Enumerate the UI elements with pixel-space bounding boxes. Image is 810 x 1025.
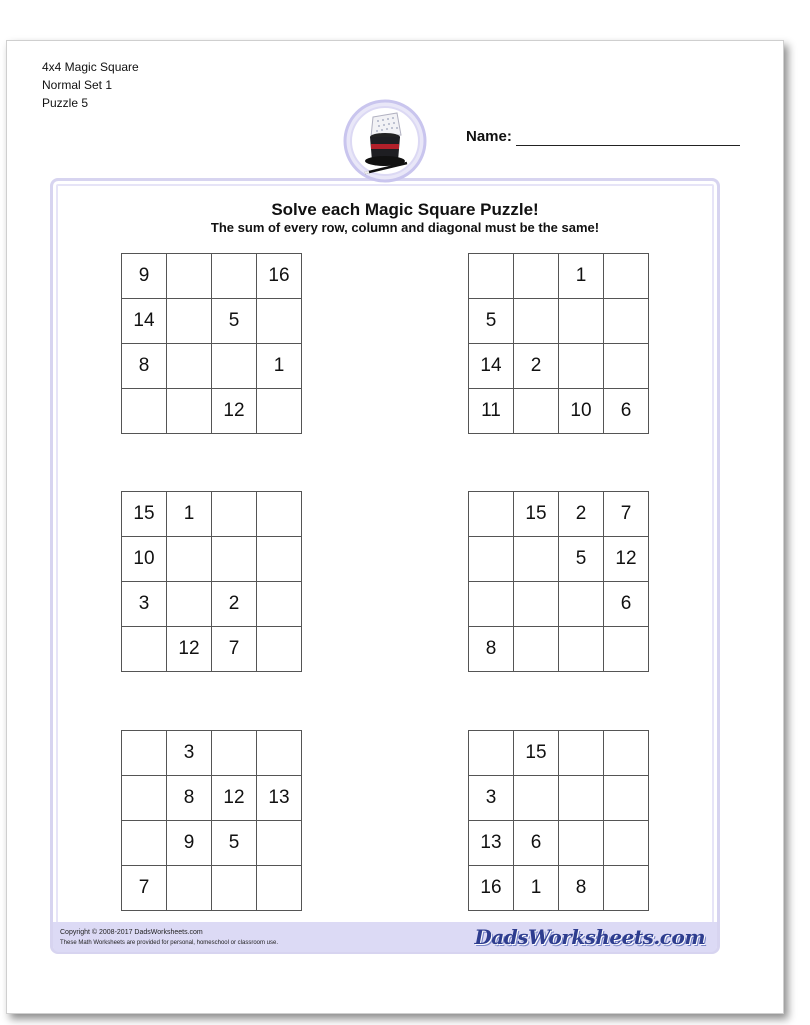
empty-cell[interactable]	[122, 731, 167, 776]
given-cell: 13	[469, 821, 514, 866]
given-cell: 12	[167, 627, 212, 672]
grid-row	[469, 627, 649, 672]
given-cell: 15	[514, 731, 559, 776]
grid-row	[122, 344, 302, 389]
empty-cell[interactable]	[212, 492, 257, 537]
empty-cell[interactable]	[469, 731, 514, 776]
grid-row	[122, 776, 302, 821]
empty-cell[interactable]	[167, 299, 212, 344]
empty-cell[interactable]	[212, 344, 257, 389]
grid-row	[122, 627, 302, 672]
empty-cell[interactable]	[167, 389, 212, 434]
given-cell: 3	[167, 731, 212, 776]
grid-row	[122, 254, 302, 299]
given-cell: 8	[559, 866, 604, 911]
given-cell: 14	[122, 299, 167, 344]
empty-cell[interactable]	[604, 627, 649, 672]
empty-cell[interactable]	[559, 731, 604, 776]
name-field[interactable]	[516, 145, 740, 146]
empty-cell[interactable]	[167, 344, 212, 389]
empty-cell[interactable]	[469, 582, 514, 627]
given-cell: 1	[167, 492, 212, 537]
given-cell: 1	[257, 344, 302, 389]
magic-square-grid	[468, 730, 649, 911]
empty-cell[interactable]	[257, 389, 302, 434]
meta-puzzle: Puzzle 5	[42, 96, 89, 110]
given-cell: 5	[469, 299, 514, 344]
instructions-subtitle: The sum of every row, column and diagonal must be the same!	[210, 220, 600, 235]
empty-cell[interactable]	[604, 731, 649, 776]
given-cell: 6	[604, 582, 649, 627]
empty-cell[interactable]	[559, 344, 604, 389]
given-cell: 6	[604, 389, 649, 434]
empty-cell[interactable]	[212, 537, 257, 582]
empty-cell[interactable]	[514, 776, 559, 821]
magic-square-grid	[468, 491, 649, 672]
empty-cell[interactable]	[167, 254, 212, 299]
empty-cell[interactable]	[167, 537, 212, 582]
empty-cell[interactable]	[257, 866, 302, 911]
empty-cell[interactable]	[469, 254, 514, 299]
given-cell: 5	[212, 299, 257, 344]
empty-cell[interactable]	[604, 299, 649, 344]
given-cell: 11	[469, 389, 514, 434]
magic-hat-icon	[335, 97, 435, 185]
empty-cell[interactable]	[604, 776, 649, 821]
grid-row	[122, 582, 302, 627]
given-cell: 1	[514, 866, 559, 911]
grid-row	[122, 389, 302, 434]
given-cell: 1	[559, 254, 604, 299]
grid-row	[469, 537, 649, 582]
empty-cell[interactable]	[257, 299, 302, 344]
empty-cell[interactable]	[469, 537, 514, 582]
grid-row	[122, 537, 302, 582]
magic-square-grid	[468, 253, 649, 434]
grid-row	[469, 254, 649, 299]
empty-cell[interactable]	[257, 582, 302, 627]
grid-row	[469, 776, 649, 821]
given-cell: 13	[257, 776, 302, 821]
disclaimer-text: These Math Worksheets are provided for personal, homeschool or classroom use.	[60, 940, 278, 946]
empty-cell[interactable]	[559, 627, 604, 672]
empty-cell[interactable]	[257, 627, 302, 672]
given-cell: 7	[212, 627, 257, 672]
worksheet-meta	[42, 58, 139, 112]
given-cell: 15	[514, 492, 559, 537]
given-cell: 2	[559, 492, 604, 537]
given-cell: 12	[604, 537, 649, 582]
empty-cell[interactable]	[604, 344, 649, 389]
given-cell: 5	[212, 821, 257, 866]
given-cell: 6	[514, 821, 559, 866]
brand-logo: DadsWorksheets.com	[474, 925, 705, 949]
empty-cell[interactable]	[122, 776, 167, 821]
empty-cell[interactable]	[257, 731, 302, 776]
empty-cell[interactable]	[604, 866, 649, 911]
meta-set: Normal Set 1	[42, 78, 113, 92]
empty-cell[interactable]	[514, 537, 559, 582]
magic-square-grid	[121, 491, 302, 672]
empty-cell[interactable]	[604, 821, 649, 866]
empty-cell[interactable]	[122, 627, 167, 672]
empty-cell[interactable]	[167, 582, 212, 627]
given-cell: 2	[514, 344, 559, 389]
empty-cell[interactable]	[514, 582, 559, 627]
given-cell: 3	[469, 776, 514, 821]
empty-cell[interactable]	[604, 254, 649, 299]
given-cell: 7	[122, 866, 167, 911]
copyright-text: Copyright © 2008-2017 DadsWorksheets.com	[60, 929, 203, 936]
empty-cell[interactable]	[469, 492, 514, 537]
given-cell: 2	[212, 582, 257, 627]
grid-row	[122, 821, 302, 866]
empty-cell[interactable]	[212, 731, 257, 776]
empty-cell[interactable]	[212, 254, 257, 299]
empty-cell[interactable]	[514, 627, 559, 672]
empty-cell[interactable]	[257, 821, 302, 866]
given-cell: 8	[469, 627, 514, 672]
grid-row	[469, 821, 649, 866]
empty-cell[interactable]	[514, 254, 559, 299]
given-cell: 9	[122, 254, 167, 299]
given-cell: 16	[257, 254, 302, 299]
grid-row	[122, 866, 302, 911]
empty-cell[interactable]	[257, 492, 302, 537]
empty-cell[interactable]	[559, 299, 604, 344]
footer	[53, 922, 717, 952]
given-cell: 8	[122, 344, 167, 389]
given-cell: 16	[469, 866, 514, 911]
name-label: Name:	[466, 128, 512, 145]
grid-row	[469, 731, 649, 776]
magic-square-grid	[121, 253, 302, 434]
empty-cell[interactable]	[257, 537, 302, 582]
instructions-title: Solve each Magic Square Puzzle!	[271, 200, 539, 219]
empty-cell[interactable]	[212, 866, 257, 911]
empty-cell[interactable]	[167, 866, 212, 911]
given-cell: 10	[122, 537, 167, 582]
given-cell: 14	[469, 344, 514, 389]
empty-cell[interactable]	[514, 389, 559, 434]
empty-cell[interactable]	[514, 299, 559, 344]
given-cell: 15	[122, 492, 167, 537]
grid-row	[469, 299, 649, 344]
given-cell: 3	[122, 582, 167, 627]
given-cell: 9	[167, 821, 212, 866]
empty-cell[interactable]	[559, 776, 604, 821]
grid-row	[469, 866, 649, 911]
empty-cell[interactable]	[122, 389, 167, 434]
meta-title: 4x4 Magic Square	[42, 60, 139, 74]
given-cell: 12	[212, 776, 257, 821]
grid-row	[469, 582, 649, 627]
given-cell: 12	[212, 389, 257, 434]
grid-row	[122, 731, 302, 776]
given-cell: 10	[559, 389, 604, 434]
grid-row	[469, 344, 649, 389]
empty-cell[interactable]	[122, 821, 167, 866]
given-cell: 5	[559, 537, 604, 582]
empty-cell[interactable]	[559, 582, 604, 627]
given-cell: 7	[604, 492, 649, 537]
given-cell: 8	[167, 776, 212, 821]
grid-row	[469, 389, 649, 434]
empty-cell[interactable]	[559, 821, 604, 866]
grid-row	[469, 492, 649, 537]
grid-row	[122, 299, 302, 344]
magic-square-grid	[121, 730, 302, 911]
grid-row	[122, 492, 302, 537]
